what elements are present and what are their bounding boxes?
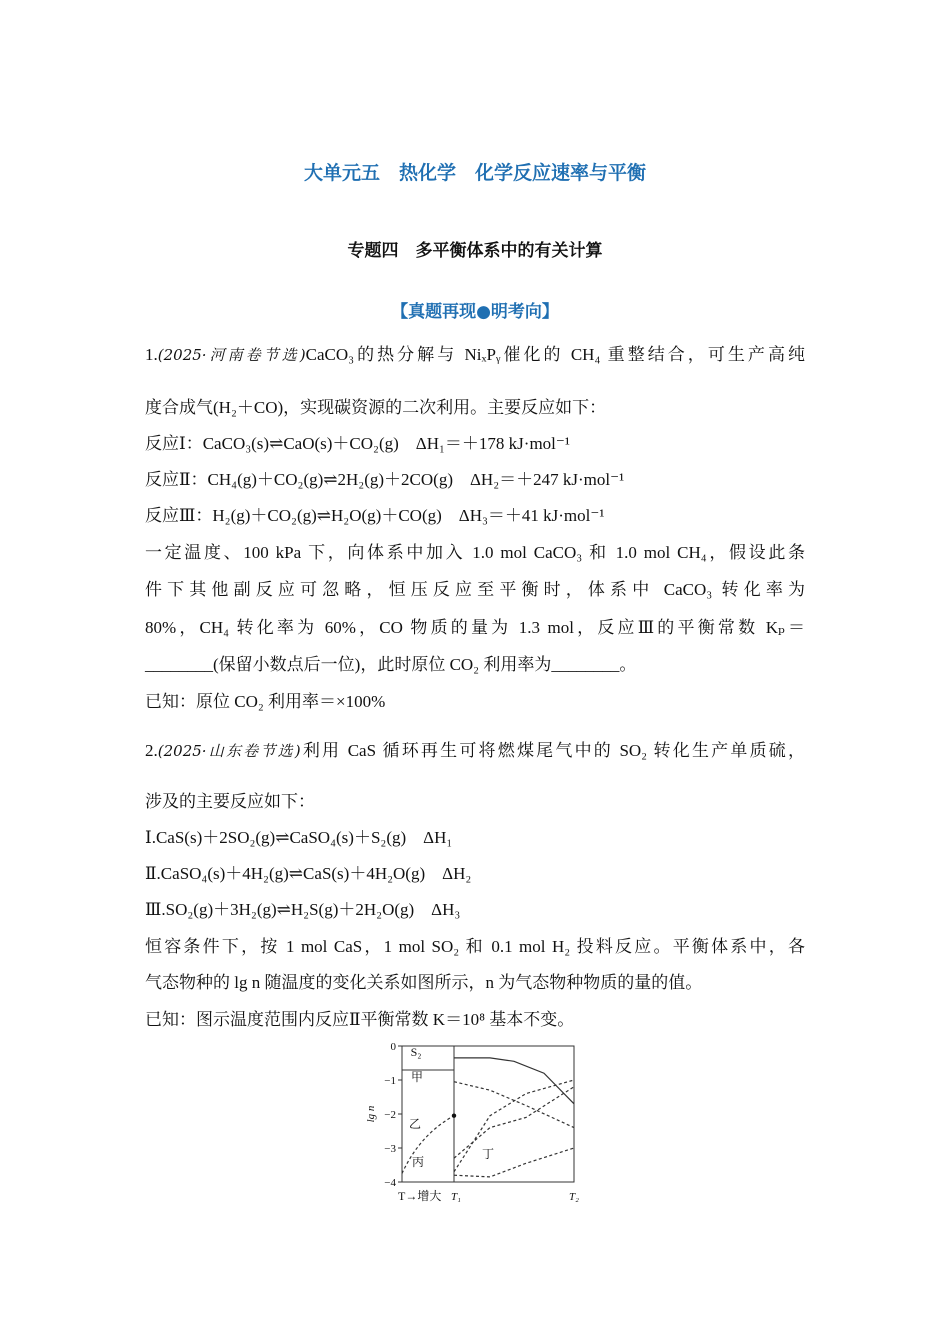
y-tick-label: −1 [384,1075,396,1087]
unit-title: 大单元五 热化学 化学反应速率与平衡 [303,162,646,184]
x-tick-label: T₁ [451,1191,461,1203]
intersection-point [452,1114,456,1118]
series-label: 甲 [410,1070,424,1084]
q2-reaction-3: Ⅲ.SO₂(g)＋3H₂(g)⇌H₂S(g)＋2H₂O(g) ΔH₃ [145,900,461,919]
x-tick-label: T₂ [569,1191,579,1203]
y-tick-label: −2 [384,1109,396,1121]
q2-known: 已知：图示温度范围内反应Ⅱ平衡常数 K＝10⁸ 基本不变。 [145,1010,575,1029]
plot-frame [402,1046,574,1182]
q1-number: 1. [145,345,158,364]
topic-title: 专题四 多平衡体系中的有关计算 [347,241,603,261]
q1-reaction-1: 反应Ⅰ：CaCO₃(s)⇌CaO(s)＋CO₂(g) ΔH₁＝＋178 kJ·mol⁻¹ [145,434,570,453]
q1-line-7: 件下其他副反应可忽略，恒压反应至平衡时，体系中 CaCO₃ 转化率为 [145,580,805,599]
series-label: 丙 [411,1155,425,1169]
q2-number: 2. [145,741,158,760]
series-label: 乙 [408,1117,422,1131]
series-label: S₂ [410,1045,422,1059]
y-axis-label: lg n [365,1105,377,1123]
q1-line-9: ________(保留小数点后一位)，此时原位 CO₂ 利用率为________。 [145,655,637,674]
series-line-丁 [454,1148,574,1177]
lg-n-temperature-chart [360,1040,590,1210]
series-line-丙 [454,1087,574,1158]
chart-grid [398,1046,574,1182]
series-line-S₂ [454,1058,574,1104]
q1-line-8: 80%，CH₄ 转化率为 60%，CO 物质的量为 1.3 mol，反应Ⅲ的平衡常数 Kₚ＝ [145,618,805,637]
y-tick-label: −3 [384,1143,396,1155]
q2-reaction-1: Ⅰ.CaS(s)＋2SO₂(g)⇌CaSO₄(s)＋S₂(g) ΔH₁ [145,828,453,847]
q2-line-2: 涉及的主要反应如下： [145,792,315,811]
q1-known: 已知：原位 CO₂ 利用率＝×100% [145,692,386,711]
chart-svg [360,1040,590,1210]
q1-reaction-2: 反应Ⅱ：CH₄(g)＋CO₂(g)⇌2H₂(g)＋2CO(g) ΔH₂＝＋247 kJ·mol⁻¹ [145,470,625,489]
series-label: 丁 [481,1147,495,1161]
x-axis-label: T→增大 [398,1189,442,1203]
chart-labels [365,1041,579,1203]
q2-line-6: 恒容条件下，按 1 mol CaS，1 mol SO₂ 和 0.1 mol H₂ 投料反应。平衡体系中，各 [145,937,805,956]
q2-line-1: 2.(2025·山东卷节选)利用 CaS 循环再生可将燃煤尾气中的 SO₂ 转化生产单质硫， [145,741,805,760]
q1-line-2: 度合成气(H₂＋CO)，实现碳资源的二次利用。主要反应如下： [145,398,607,417]
y-tick-label: 0 [390,1041,396,1053]
q1-source: (2025·河南卷节选) [157,346,306,364]
q2-reaction-2: Ⅱ.CaSO₄(s)＋4H₂(g)⇌CaS(s)＋4H₂O(g) ΔH₂ [145,864,472,883]
q2-line-7: 气态物种的 lg n 随温度的变化关系如图所示，n 为气态物种物质的量的值。 [145,973,703,992]
q1-line-6: 一定温度、100 kPa 下，向体系中加入 1.0 mol CaCO₃ 和 1.0 mol CH₄，假设此条 [145,543,805,562]
q1-line-1: 1.(2025·河南卷节选)CaCO₃的热分解与 NiₓPᵧ催化的 CH₄ 重整结合，可生产高纯 [145,345,805,364]
q1-reaction-3: 反应Ⅲ：H₂(g)＋CO₂(g)⇌H₂O(g)＋CO(g) ΔH₃＝＋41 kJ·mol⁻¹ [145,506,605,525]
q2-source: (2025·山东卷节选) [157,742,301,760]
y-tick-label: −4 [384,1177,396,1189]
series-line-乙 [454,1080,574,1172]
section-title: 【真题再现●明考向】 [391,302,559,322]
